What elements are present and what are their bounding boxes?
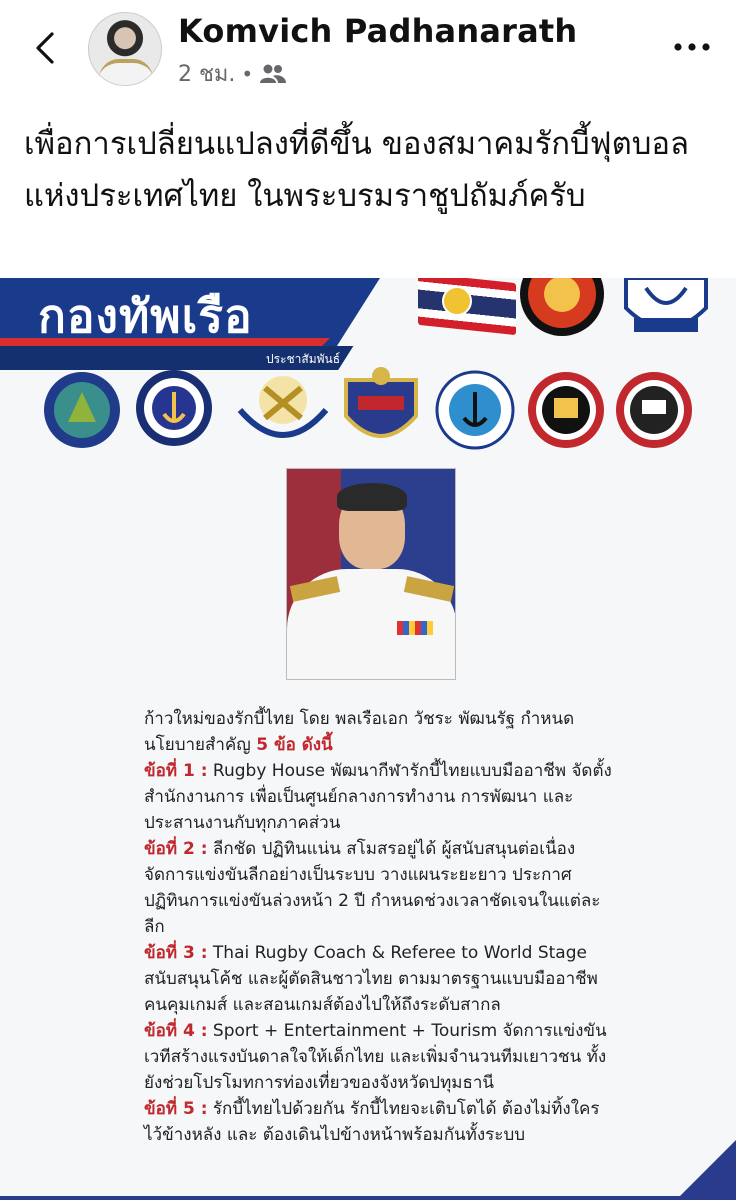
intro-highlight: 5 ข้อ ดังนี้ [256, 735, 333, 755]
item-label: ข้อที่ 5 : [144, 1099, 208, 1119]
item-text: ลีกชัด ปฏิทินแน่น สโมสรอยู่ได้ ผู้สนับสนุนต่อเนื่อง จัดการแข่งขันลีกอย่างเป็นระบบ วางแผนระยะยาว ประกาศปฏิทินการแข่งขันล่วงหน้า 2 ปี กำหนดช่วงเวลาชัดเจนในแต่ละลีก [144, 839, 601, 937]
marine-corps-logo-icon [516, 278, 608, 338]
item-label: ข้อที่ 2 : [144, 839, 208, 859]
bottom-line [0, 1196, 736, 1200]
item-text: Rugby House พัฒนากีฬารักบี้ไทยแบบมืออาชีพ จัดตั้งสำนักงานการ เพื่อเป็นศูนย์กลางการทำงาน การพัฒนา และประสานงานกับทุกภาคส่วน [144, 761, 612, 833]
item-label: ข้อที่ 4 : [144, 1021, 208, 1041]
item-label: ข้อที่ 1 : [144, 761, 208, 781]
author-name[interactable]: Komvich Padhanarath [178, 12, 578, 50]
policy-item-2 [144, 836, 614, 940]
unit-logo-5-icon [434, 370, 516, 450]
policy-item-1 [144, 758, 614, 836]
unit-logo-2-icon [134, 368, 214, 448]
elephant-emblem-icon [442, 286, 472, 316]
post-text: เพื่อการเปลี่ยนแปลงที่ดีขึ้น ของสมาคมรักบี้ฟุตบอล แห่งประเทศไทย ในพระบรมราชูปถัมภ์ครับ [24, 126, 690, 214]
item-text: รักบี้ไทยไปด้วยกัน รักบี้ไทยจะเติบโตได้ ต้องไม่ทิ้งใครไว้ข้างหลัง และ ต้องเดินไปข้างหน้าพร้อมกันทั้งระบบ [144, 1099, 600, 1145]
intro-text: ก้าวใหม่ของรักบี้ไทย โดย พลเรือเอก วัชระ พัฒนรัฐ กำหนดนโยบายสำคัญ [144, 709, 575, 755]
policy-intro [144, 706, 614, 758]
post-image[interactable] [0, 278, 736, 1200]
item-text: Thai Rugby Coach & Referee to World Stage สนับสนุนโค้ช และผู้ตัดสินชาวไทย ตามมาตรฐานแบบมืออาชีพ คนคุมเกมส์ และสอนเกมส์ต้องไปให้ถึงระดับสากล [144, 943, 598, 1015]
banner-subtitle: ประชาสัมพันธ์ [266, 352, 341, 366]
policy-text [144, 706, 614, 1148]
policy-item-3 [144, 940, 614, 1018]
shield-logo-icon [340, 366, 422, 452]
post-meta [178, 56, 287, 91]
policy-item-5 [144, 1096, 614, 1148]
anchor-logo-icon [230, 370, 336, 448]
meta-separator: • [241, 61, 254, 86]
chevron-left-icon[interactable] [26, 28, 62, 68]
unit-logo-6-icon [526, 370, 606, 450]
avatar[interactable] [88, 12, 162, 86]
naval-school-logo-icon [616, 278, 716, 338]
more-horizontal-icon[interactable] [670, 34, 714, 60]
admiral-portrait [286, 468, 456, 680]
item-label: ข้อที่ 3 : [144, 943, 208, 963]
friends-icon [259, 63, 287, 85]
policy-item-4 [144, 1018, 614, 1096]
item-text: Sport + Entertainment + Tourism จัดการแข่งขันเวทีสร้างแรงบันดาลใจให้เด็กไทย และเพิ่มจำนวนทีมเยาวชน ทั้งยังช่วยโปรโมทการท่องเที่ยวของจังหวัดปทุมธานี [144, 1021, 607, 1093]
banner-title: กองทัพเรือ [38, 289, 253, 343]
unit-logo-7-icon [614, 370, 694, 450]
corner-decoration [676, 1140, 736, 1200]
unit-logo-1-icon [42, 370, 122, 450]
post-header [0, 0, 736, 100]
post-time[interactable]: 2 ชม. [178, 62, 236, 87]
